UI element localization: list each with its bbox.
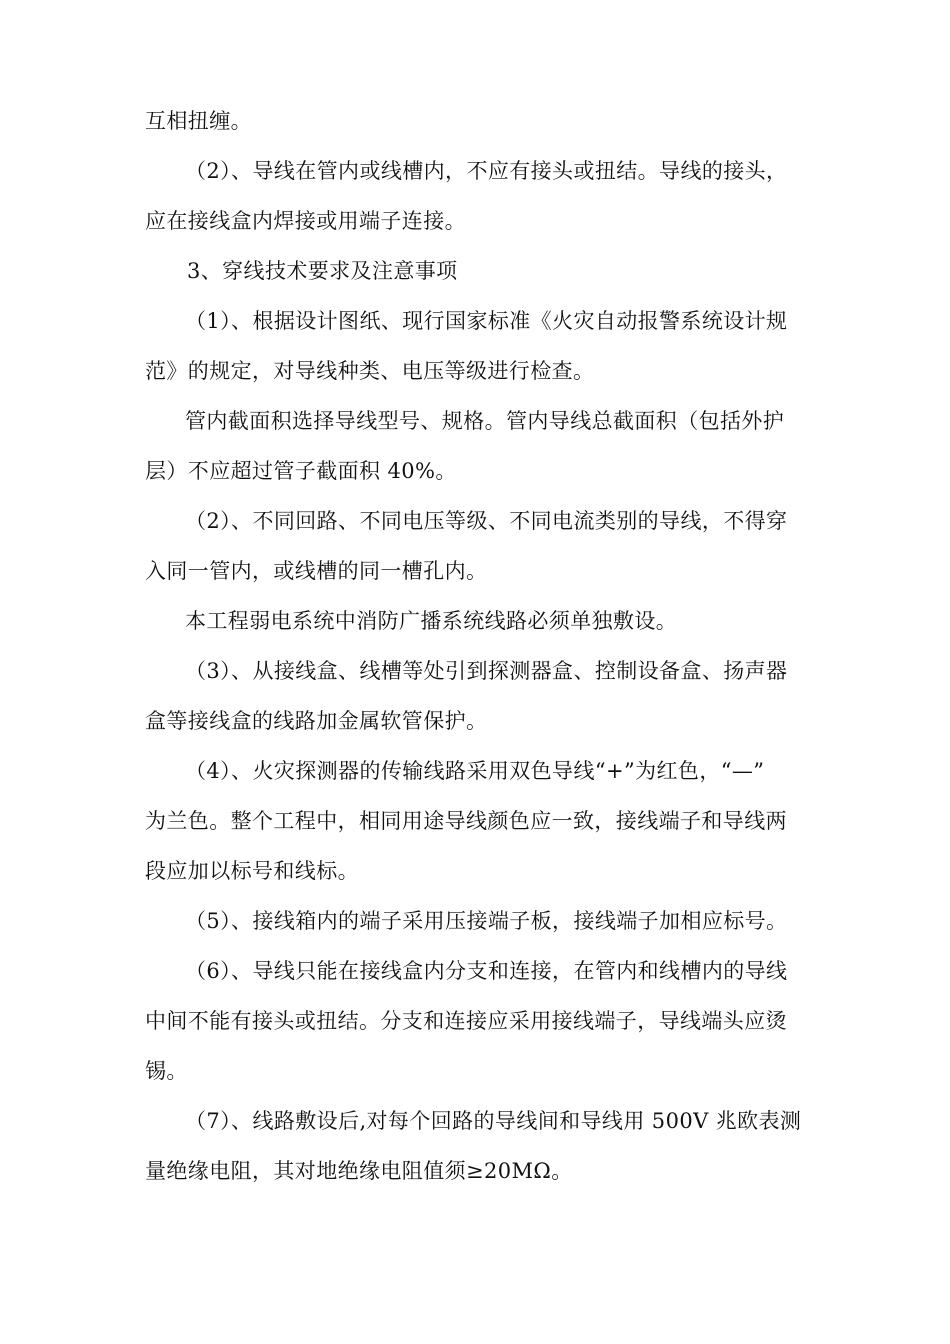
text-line: 段应加以标号和线标。 (145, 859, 359, 883)
text-line: 应在接线盒内焊接或用端子连接。 (145, 209, 466, 233)
text-line: 范》的规定，对导线种类、电压等级进行检查。 (145, 359, 595, 383)
text-line: （4）、火灾探测器的传输线路采用双色导线“+”为红色，“—” (185, 759, 765, 783)
text-line: 盒等接线盒的线路加金属软管保护。 (145, 709, 488, 733)
text-line: 入同一管内，或线槽的同一槽孔内。 (145, 559, 488, 583)
text-line: （5）、接线箱内的端子采用压接端子板，接线端子加相应标号。 (185, 909, 788, 933)
text-line: 本工程弱电系统中消防广播系统线路必须单独敷设。 (185, 609, 678, 633)
section-heading: 3、穿线技术要求及注意事项 (187, 259, 458, 283)
text-line: 为兰色。整个工程中，相同用途导线颜色应一致，接线端子和导线两 (145, 809, 787, 833)
text-line: 量绝缘电阻，其对地绝缘电阻值须≥20MΩ。 (145, 1159, 573, 1183)
text-line: 锡。 (145, 1059, 188, 1083)
text-line: 互相扭缠。 (145, 109, 252, 133)
text-line: （2）、导线在管内或线槽内，不应有接头或扭结。导线的接头， (185, 159, 788, 183)
text-line: （1）、根据设计图纸、现行国家标准《火灾自动报警系统设计规 (185, 309, 788, 333)
text-line: 层）不应超过管子截面积 40%。 (145, 459, 457, 483)
text-line: （7）、线路敷设后,对每个回路的导线间和导线用 500V 兆欧表测 (185, 1109, 802, 1133)
text-line: 管内截面积选择导线型号、规格。管内导线总截面积（包括外护 (185, 409, 785, 433)
text-line: （6）、导线只能在接线盒内分支和连接，在管内和线槽内的导线 (185, 959, 788, 983)
text-line: 中间不能有接头或扭结。分支和连接应采用接线端子，导线端头应烫 (145, 1009, 787, 1033)
text-line: （2）、不同回路、不同电压等级、不同电流类别的导线，不得穿 (185, 509, 788, 533)
text-line: （3）、从接线盒、线槽等处引到探测器盒、控制设备盒、扬声器 (185, 659, 788, 683)
